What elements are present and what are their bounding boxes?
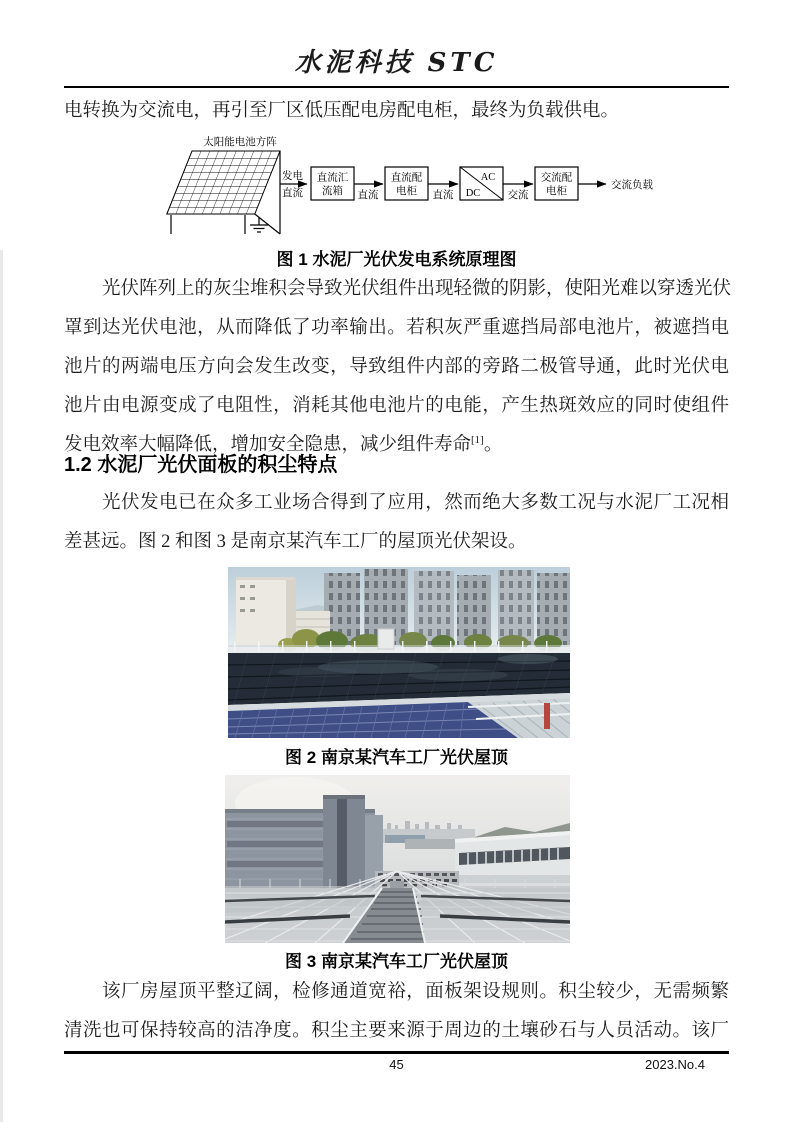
svg-text:太阳能电池方阵: 太阳能电池方阵 — [203, 137, 277, 148]
svg-text:电柜: 电柜 — [396, 186, 417, 197]
paragraph-line: 池片的两端电压方向会发生改变，导致组件内部的旁路二极管导通，此时光伏电 — [64, 357, 729, 377]
red-sign — [544, 703, 550, 729]
load-label: 交流负载 — [611, 180, 653, 191]
figure2-photo — [228, 567, 570, 738]
svg-text:交流配: 交流配 — [540, 172, 573, 184]
flow-label: 直流 — [282, 188, 303, 199]
header-rule — [64, 86, 729, 88]
flow-label: 直流 — [432, 190, 454, 201]
scan-edge-strip — [0, 250, 3, 1122]
section-heading: 1.2 水泥厂光伏面板的积尘特点 — [64, 454, 338, 476]
paragraph-line: 罩到达光伏电池，从而降低了功率输出。若积灰严重遮挡局部电池片，被遮挡电 — [64, 318, 729, 338]
dc-combiner-box — [311, 167, 354, 200]
journal-title: 水泥科技 STC — [294, 48, 499, 78]
svg-text:DC: DC — [465, 188, 481, 199]
paragraph-line: 池片由电源变成了电阻性，消耗其他电池片的电能，产生热斑效应的同时使组件 — [64, 396, 729, 416]
paragraph-intro — [64, 92, 729, 131]
paragraph-roof — [64, 973, 729, 1051]
dc-cabinet-box — [385, 167, 428, 200]
paragraph-line: 差甚远。图 2 和图 3 是南京某汽车工厂的屋顶光伏架设。 — [64, 532, 527, 552]
paragraph-line: 光伏阵列上的灰尘堆积会导致光伏组件出现轻微的阴影，使阳光难以穿透光伏 — [102, 279, 732, 299]
issue-number: 2023.No.4 — [645, 1057, 705, 1072]
page-number: 45 — [389, 1057, 404, 1072]
figure3-caption: 图 3 南京某汽车工厂光伏屋顶 — [285, 952, 508, 971]
footer-rule — [64, 1051, 729, 1054]
paragraph-line: 电转换为交流电，再引至厂区低压配电房配电柜，最终为负载供电。 — [64, 101, 620, 121]
warehouse-building — [455, 831, 570, 883]
paragraph-line: 该厂房屋顶平整辽阔，检修通道宽裕，面板架设规则。积尘较少，无需频繁 — [102, 982, 729, 1002]
ac-cabinet-box — [535, 167, 578, 200]
paragraph-line: 光伏发电已在众多工业场合得到了应用，然而绝大多数工况与水泥厂工况相 — [102, 493, 729, 513]
figure2-caption: 图 2 南京某汽车工厂光伏屋顶 — [285, 748, 508, 767]
line-text: 。 — [483, 435, 503, 455]
flow-label: 直流 — [357, 190, 379, 201]
figure3-photo — [225, 775, 570, 943]
paragraph-line: 清洗也可保持较高的洁净度。积尘主要来源于周边的土壤砂石与人员活动。该厂 — [64, 1021, 729, 1041]
solar-array-icon — [167, 135, 280, 234]
svg-text:AC: AC — [480, 172, 496, 183]
svg-text:直流配: 直流配 — [390, 172, 423, 184]
figure1-diagram — [135, 128, 665, 246]
inverter-box — [460, 167, 503, 200]
ground-symbol-icon — [250, 218, 268, 233]
factory-building — [225, 795, 383, 889]
paragraph-apps — [64, 484, 729, 562]
figure1-caption: 图 1 水泥厂光伏发电系统原理图 — [276, 250, 517, 269]
svg-text:电柜: 电柜 — [546, 186, 567, 197]
svg-text:直流汇: 直流汇 — [316, 172, 349, 184]
flow-label: 发电 — [282, 171, 303, 182]
svg-text:流箱: 流箱 — [322, 186, 343, 197]
paragraph-dust — [64, 270, 732, 465]
citation-ref: [1] — [471, 433, 484, 446]
flow-label: 交流 — [507, 190, 529, 201]
line-text: 发电效率大幅降低，增加安全隐患，减少组件寿命 — [64, 435, 472, 455]
